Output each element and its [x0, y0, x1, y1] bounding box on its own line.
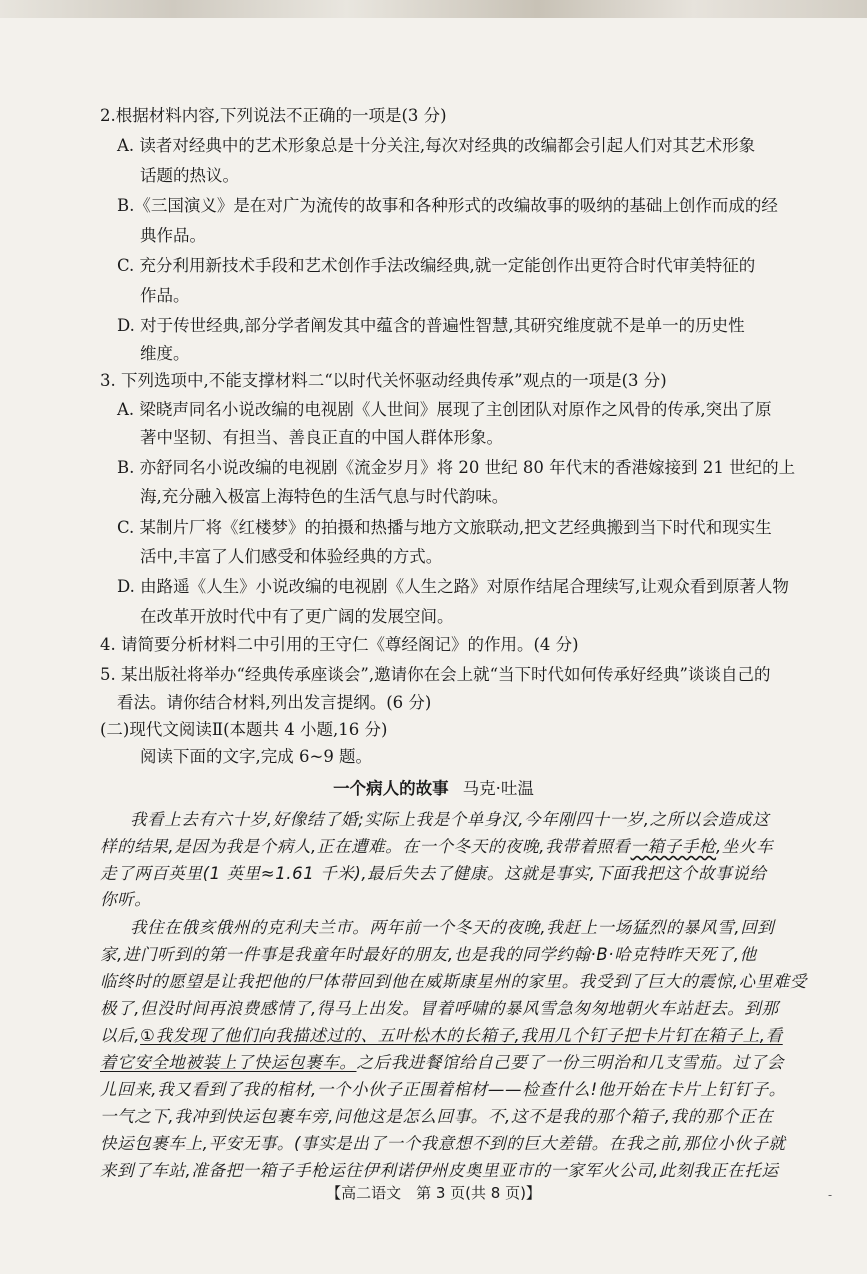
story-p2-line7: 儿回来,我又看到了我的棺材,一个小伙子正围着棺材——检查什么!他开始在卡片上钉钉子。 — [100, 1080, 786, 1099]
story-p2-line4: 极了,但没时间再浪费感情了,得马上出发。冒着呼啸的暴风雪急匆匆地朝火车站赶去。到那 — [100, 999, 779, 1018]
q3-option-d-cont: 在改革开放时代中有了更广阔的发展空间。 — [140, 607, 454, 626]
story-p2-line2: 家,进门听到的第一件事是我童年时最好的朋友,也是我的同学约翰·B·哈克特昨天死了,他 — [100, 945, 757, 964]
story-p2-line5 — [100, 1022, 783, 1046]
q2-option-d: D. 对于传世经典,部分学者阐发其中蕴含的普遍性智慧,其研究维度就不是单一的历史性 — [117, 316, 745, 335]
story-p1-line2-tail: ,坐火车 — [716, 837, 774, 856]
story-title-line — [0, 775, 867, 799]
q4-stem: 4. 请简要分析材料二中引用的王守仁《尊经阁记》的作用。(4 分) — [100, 635, 579, 654]
q5-stem-cont: 看法。请你结合材料,列出发言提纲。(6 分) — [117, 693, 432, 712]
q3-option-b: B. 亦舒同名小说改编的电视剧《流金岁月》将 20 世纪 80 年代末的香港嫁接到 21 世纪的上 — [117, 458, 796, 477]
story-p1-line2 — [100, 833, 773, 857]
page-footer: 【高二语文 第 3 页(共 8 页)】 — [326, 1184, 541, 1202]
story-p1-line1: 我看上去有六十岁,好像结了婚;实际上我是个单身汉,今年刚四十一岁,之所以会造成这 — [130, 810, 770, 829]
q2-option-b: B.《三国演义》是在对广为流传的故事和各种形式的改编故事的吸纳的基础上创作而成的经 — [117, 196, 778, 215]
q3-option-c: C. 某制片厂将《红楼梦》的拍摄和热播与地方文旅联动,把文艺经典搬到当下时代和现实生 — [117, 518, 772, 537]
q2-option-c-cont: 作品。 — [140, 286, 190, 305]
story-p1-line4: 你听。 — [100, 890, 152, 909]
q3-option-a-cont: 著中坚韧、有担当、善良正直的中国人群体形象。 — [140, 428, 503, 447]
story-p2-line6-text: 之后我进餐馆给自己要了一份三明治和几支雪茄。过了会 — [356, 1053, 784, 1072]
section-instruction: 阅读下面的文字,完成 6~9 题。 — [140, 747, 373, 766]
story-wavy-phrase: 一箱子手枪 — [630, 837, 717, 856]
story-p2-line3: 临终时的愿望是让我把他的尸体带回到他在威斯康星州的家里。我受到了巨大的震惊,心里难受 — [100, 972, 807, 991]
story-p1-line3: 走了两百英里(1 英里≈1.61 千米),最后失去了健康。这就是事实,下面我把这个故事说给 — [100, 864, 767, 883]
q3-option-c-cont: 活中,丰富了人们感受和体验经典的方式。 — [140, 547, 443, 566]
q2-option-a: A. 读者对经典中的艺术形象总是十分关注,每次对经典的改编都会引起人们对其艺术形象 — [117, 136, 756, 155]
q3-option-a: A. 梁晓声同名小说改编的电视剧《人世间》展现了主创团队对原作之风骨的传承,突出了原 — [117, 400, 772, 419]
story-underlined-sentence-1: ①我发现了他们向我描述过的、五叶松木的长箱子,我用几个钉子把卡片钉在箱子上,看 — [140, 1026, 783, 1045]
story-title: 一个病人的故事 — [333, 779, 449, 798]
story-p1-line2-text: 样的结果,是因为我是个病人,正在遭难。在一个冬天的夜晚,我带着照看 — [100, 837, 631, 856]
story-p2-line10: 来到了车站,准备把一箱子手枪运往伊利诺伊州皮奥里亚市的一家军火公司,此刻我正在托运 — [100, 1161, 779, 1180]
story-p2-line9: 快运包裹车上,平安无事。(事实是出了一个我意想不到的巨大差错。在我之前,那位小伙子就 — [100, 1134, 786, 1153]
q2-stem: 2.根据材料内容,下列说法不正确的一项是(3 分) — [100, 106, 447, 125]
section-heading: (二)现代文阅读Ⅱ(本题共 4 小题,16 分) — [100, 720, 388, 739]
q3-option-d: D. 由路遥《人生》小说改编的电视剧《人生之路》对原作结尾合理续写,让观众看到原著人物 — [117, 577, 789, 596]
q3-option-b-cont: 海,充分融入极富上海特色的生活气息与时代韵味。 — [140, 487, 509, 506]
scan-mark: - — [828, 1188, 833, 1202]
story-p2-line1: 我住在俄亥俄州的克利夫兰市。两年前一个冬天的夜晚,我赶上一场猛烈的暴风雪,回到 — [130, 918, 775, 937]
story-p2-line6 — [100, 1049, 784, 1073]
q2-option-c: C. 充分利用新技术手段和艺术创作手法改编经典,就一定能创作出更符合时代审美特征的 — [117, 256, 756, 275]
q3-stem: 3. 下列选项中,不能支撑材料二“以时代关怀驱动经典传承”观点的一项是(3 分) — [100, 371, 667, 390]
q2-option-d-cont: 维度。 — [140, 344, 190, 363]
story-p2-line8: 一气之下,我冲到快运包裹车旁,问他这是怎么回事。不,这不是我的那个箱子,我的那个正在 — [100, 1107, 774, 1126]
story-author: 马克·吐温 — [462, 779, 534, 798]
story-underlined-sentence-1-cont: 着它安全地被装上了快运包裹车。 — [100, 1053, 357, 1072]
q5-stem: 5. 某出版社将举办“经典传承座谈会”,邀请你在会上就“当下时代如何传承好经典”谈谈自己的 — [100, 665, 771, 684]
q2-option-b-cont: 典作品。 — [140, 226, 206, 245]
q2-option-a-cont: 话题的热议。 — [140, 166, 239, 185]
story-p2-line5-text: 以后, — [100, 1026, 141, 1045]
